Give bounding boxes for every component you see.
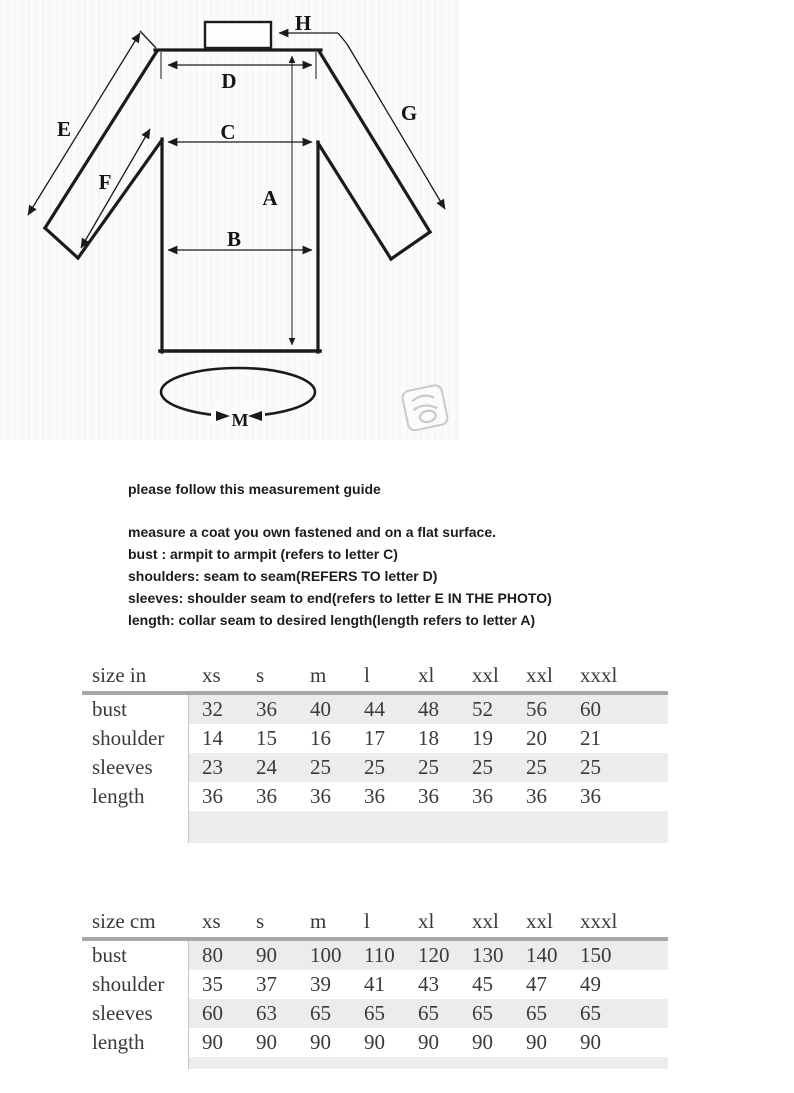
table-row — [82, 753, 668, 782]
value-cell: 110 — [364, 943, 395, 967]
value-cell: 49 — [580, 972, 601, 996]
size-column-header: l — [364, 663, 370, 687]
empty-strip — [188, 1057, 668, 1069]
size-table-cm — [82, 905, 668, 1069]
value-cell: 36 — [202, 784, 223, 808]
row-label: sleeves — [92, 755, 153, 779]
guide-title: please follow this measurement guide — [128, 481, 381, 497]
value-cell: 44 — [364, 697, 385, 721]
row-values — [188, 724, 668, 753]
value-cell: 15 — [256, 726, 277, 750]
value-cell: 43 — [418, 972, 439, 996]
row-label-empty — [82, 1057, 188, 1069]
row-values — [188, 999, 668, 1028]
size-table-inches — [82, 659, 668, 843]
value-cell: 90 — [202, 1030, 223, 1054]
dimension-label-c: C — [220, 120, 236, 144]
value-cell: 24 — [256, 755, 277, 779]
value-cell: 52 — [472, 697, 493, 721]
instruction-line-measure: measure a coat you own fastened and on a flat surface. — [128, 524, 496, 540]
size-column-header: xxxl — [580, 663, 618, 687]
value-cell: 36 — [580, 784, 601, 808]
instruction-line-bust: bust : armpit to armpit (refers to letter C) — [128, 546, 398, 562]
value-cell: 90 — [364, 1030, 385, 1054]
value-cell: 36 — [256, 697, 277, 721]
row-label: length — [92, 784, 145, 808]
table-row — [82, 970, 668, 999]
row-label: bust — [92, 697, 128, 721]
dimension-label-e: E — [56, 117, 72, 141]
row-label: shoulder — [92, 972, 165, 996]
value-cell: 90 — [256, 1030, 277, 1054]
value-cell: 65 — [472, 1001, 493, 1025]
row-label: bust — [92, 943, 128, 967]
value-cell: 90 — [418, 1030, 439, 1054]
table-empty-row — [82, 1057, 668, 1069]
value-cell: 60 — [202, 1001, 223, 1025]
value-cell: 90 — [256, 943, 277, 967]
value-cell: 90 — [526, 1030, 547, 1054]
dimension-label-g: G — [400, 101, 418, 125]
value-cell: 36 — [364, 784, 385, 808]
value-cell: 25 — [418, 755, 439, 779]
row-values — [188, 941, 668, 970]
table-row — [82, 695, 668, 724]
row-label: shoulder — [92, 726, 165, 750]
table-unit-label: size cm — [92, 909, 156, 933]
value-cell: 14 — [202, 726, 223, 750]
size-column-header: xxl — [472, 663, 499, 687]
value-cell: 63 — [256, 1001, 277, 1025]
table-empty-row — [82, 811, 668, 843]
size-header-cells — [188, 905, 668, 937]
table-row — [82, 782, 668, 811]
value-cell: 35 — [202, 972, 223, 996]
dimension-label-a: A — [262, 186, 278, 210]
value-cell: 90 — [580, 1030, 601, 1054]
value-cell: 18 — [418, 726, 439, 750]
value-cell: 48 — [418, 697, 439, 721]
dimension-label-m: M — [231, 410, 249, 430]
value-cell: 36 — [310, 784, 331, 808]
size-column-header: s — [256, 663, 265, 687]
value-cell: 25 — [364, 755, 385, 779]
value-cell: 36 — [526, 784, 547, 808]
size-column-header: s — [256, 909, 265, 933]
dimension-label-f: F — [98, 170, 112, 194]
table-row — [82, 1028, 668, 1057]
size-column-header: xl — [418, 909, 435, 933]
value-cell: 90 — [310, 1030, 331, 1054]
row-label-empty — [82, 811, 188, 843]
value-cell: 23 — [202, 755, 223, 779]
value-cell: 65 — [418, 1001, 439, 1025]
value-cell: 130 — [472, 943, 504, 967]
value-cell: 60 — [580, 697, 601, 721]
table-row — [82, 941, 668, 970]
value-cell: 21 — [580, 726, 601, 750]
coat-diagram-svg — [0, 0, 460, 440]
size-header-cells — [188, 659, 668, 691]
table-header-row — [82, 905, 668, 937]
value-cell: 16 — [310, 726, 331, 750]
size-column-header: xs — [202, 909, 221, 933]
size-column-header: xxxl — [580, 909, 618, 933]
size-column-header: xl — [418, 663, 435, 687]
value-cell: 47 — [526, 972, 547, 996]
size-column-header: xxl — [526, 663, 553, 687]
table-row — [82, 999, 668, 1028]
value-cell: 37 — [256, 972, 277, 996]
value-cell: 20 — [526, 726, 547, 750]
row-values — [188, 695, 668, 724]
value-cell: 25 — [310, 755, 331, 779]
instruction-line-shoulders: shoulders: seam to seam(REFERS TO letter D) — [128, 568, 438, 584]
size-column-header: m — [310, 663, 327, 687]
value-cell: 65 — [580, 1001, 601, 1025]
value-cell: 56 — [526, 697, 547, 721]
dimension-label-b: B — [226, 227, 242, 251]
value-cell: 41 — [364, 972, 385, 996]
dimension-label-h: H — [294, 11, 312, 35]
size-column-header: l — [364, 909, 370, 933]
row-label: sleeves — [92, 1001, 153, 1025]
value-cell: 150 — [580, 943, 612, 967]
size-column-header: m — [310, 909, 327, 933]
empty-strip — [188, 811, 668, 843]
row-values — [188, 753, 668, 782]
value-cell: 36 — [256, 784, 277, 808]
value-cell: 45 — [472, 972, 493, 996]
value-cell: 32 — [202, 697, 223, 721]
value-cell: 140 — [526, 943, 558, 967]
guide-instructions — [128, 521, 552, 631]
table-header-row — [82, 659, 668, 691]
value-cell: 39 — [310, 972, 331, 996]
table-unit-label: size in — [92, 663, 147, 687]
row-values — [188, 782, 668, 811]
size-column-header: xs — [202, 663, 221, 687]
value-cell: 65 — [364, 1001, 385, 1025]
value-cell: 120 — [418, 943, 450, 967]
value-cell: 19 — [472, 726, 493, 750]
value-cell: 17 — [364, 726, 385, 750]
value-cell: 65 — [526, 1001, 547, 1025]
value-cell: 25 — [580, 755, 601, 779]
value-cell: 65 — [310, 1001, 331, 1025]
value-cell: 80 — [202, 943, 223, 967]
dimension-label-d: D — [221, 69, 237, 93]
size-column-header: xxl — [472, 909, 499, 933]
size-column-header: xxl — [526, 909, 553, 933]
value-cell: 40 — [310, 697, 331, 721]
value-cell: 36 — [418, 784, 439, 808]
instruction-line-length: length: collar seam to desired length(length refers to letter A) — [128, 612, 536, 628]
instruction-line-sleeves: sleeves: shoulder seam to end(refers to letter E IN THE PHOTO) — [128, 590, 552, 606]
row-values — [188, 970, 668, 999]
row-values — [188, 1028, 668, 1057]
row-label: length — [92, 1030, 145, 1054]
value-cell: 25 — [526, 755, 547, 779]
watermark-stamp-icon — [401, 384, 448, 431]
value-cell: 36 — [472, 784, 493, 808]
value-cell: 100 — [310, 943, 342, 967]
coat-diagram — [0, 0, 460, 440]
table-row — [82, 724, 668, 753]
value-cell: 90 — [472, 1030, 493, 1054]
value-cell: 25 — [472, 755, 493, 779]
